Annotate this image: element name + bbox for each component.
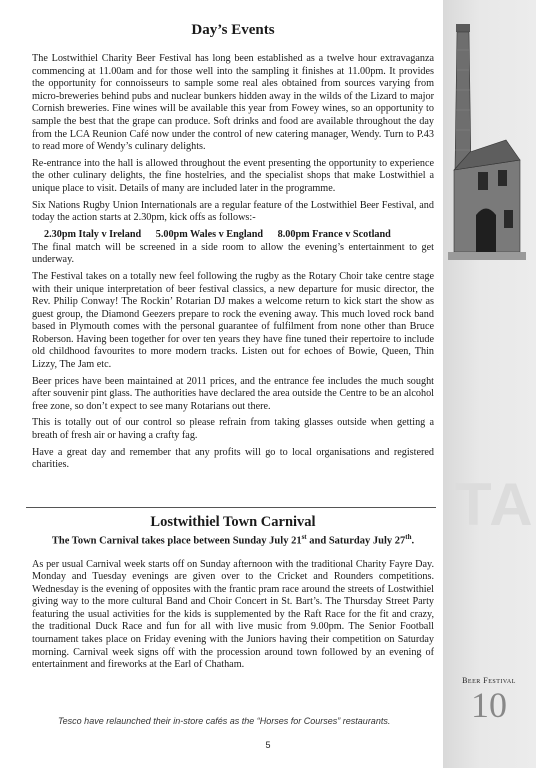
subhead-text: . <box>411 535 415 547</box>
paragraph: Have a great day and remember that any profits will go to local organisations and registered charities. <box>32 446 434 471</box>
section-title: Lostwithiel Town Carnival <box>150 514 316 530</box>
badge-number: 10 <box>471 685 507 725</box>
paragraph: As per usual Carnival week starts off on Sunday afternoon with the traditional Charity Fayre Day. Monday and Tuesday evenings are given over to the Cricket and Rounders competitions. Wednesday is the evening of opposites with the frantic pram race around the streets of Lostwithiel giving way to the more cultural Band and Choir Concert in St. Bart’s. The Thursday Street Party featuring the usual activities for the kids is supplemented by the Raft Race for the fit and crazy, the traditional Duck Race and fun for all with live music from 9.00pm. The Senior Football tournament takes place on Friday evening with the Juniors having their competition on Saturday morning. Carnival week signs off with the procession around town followed by an evening of entertainment and fireworks at the Earl of Chatham. <box>32 558 434 671</box>
upper-window <box>498 170 507 186</box>
subhead-text: The Town Carnival takes place between Sunday July 21 <box>51 535 302 547</box>
paragraph: Re-entrance into the hall is allowed throughout the event presenting the opportunity to experience the other culinary delights, the fine hostelries, and the specialist shops that make Lostwithiel a unique place to visit. Details of many are included later in the programme. <box>32 157 434 194</box>
fixture: 8.00pm France v Scotland <box>277 228 391 240</box>
paragraph: The Lostwithiel Charity Beer Festival has long been established as a twelve hour extravaganza commencing at 11.00am and for those well into the sampling it finishes at 11.00pm. It provides the opportunity for connoisseurs to sample some real ales obtained from sources varying from micro-breweries behind pubs and nuclear bunkers hidden away in the wilds of the Lizard to major Cornish breweries. Fine wines will be available this year from Fowey wines, so an opportunity to sample the best that the grape can produce. Soft drinks and food are available throughout the day from the LCA Reunion Café now under the control of new catering manager, Wendy. Turn to P.43 to read more of Wendy’s culinary delights. <box>32 53 434 153</box>
footer-note: Tesco have relaunched their in-store cafés as the “Horses for Courses” restaurants. <box>58 716 391 726</box>
subhead-text: and Saturday July 27 <box>306 535 406 547</box>
carnival-dates <box>32 533 434 547</box>
page-number: 5 <box>265 740 271 750</box>
ground <box>448 252 526 260</box>
days-events-section <box>32 22 434 476</box>
section-title: Day’s Events <box>191 22 275 38</box>
chimney-cap <box>456 24 470 32</box>
beer-festival-badge <box>448 676 530 723</box>
fixture: 2.30pm Italy v Ireland <box>44 228 142 240</box>
paragraph: The Festival takes on a totally new feel following the rugby as the Rotary Choir take centre stage with their unique interpretation of beer festival classics, a new departure for music director, the Rev. Philip Conway! The Rockin’ Rotarian DJ makes a welcome return to kick start the show as guest group, the Diamond Geezers prepare to rock the evening away. This much loved rock band based in Plymouth comes with the personal guarantee of fulfilment from none other than Bruce Roberson. Having been together for over ten years they have fine tuned their repertoire to include old childhood favourites to more modern tracks. Listen out for echoes of Bowie, Queen, Thin Lizzy, The Jam etc. <box>32 270 434 371</box>
paragraph: Six Nations Rugby Union Internationals are a regular feature of the Lostwithiel Beer Festival, and today the action starts at 2.30pm, kick offs as follows:- <box>32 199 434 224</box>
badge-label: Beer Festival <box>462 676 516 685</box>
chimney-stack <box>455 32 471 170</box>
fixture: 5.00pm Wales v England <box>155 228 264 240</box>
rugby-fixtures <box>32 229 434 240</box>
arched-door <box>476 209 496 253</box>
carnival-section <box>32 514 434 676</box>
paragraph: The final match will be screened in a side room to allow the evening’s entertainment to get underway. <box>32 241 434 266</box>
ordinal: th <box>405 533 412 541</box>
paragraph: Beer prices have been maintained at 2011 prices, and the entrance fee includes the much sought after souvenir pint glass. The authorities have declared the area outside the Centre to be an alcohol free zone, so don’t expect to see many Rotarians out there. <box>32 375 434 412</box>
upper-window <box>478 172 488 190</box>
lower-window <box>504 210 513 228</box>
sidebar-watermark: TA <box>455 471 535 538</box>
section-divider <box>26 507 436 508</box>
ordinal: st <box>301 533 307 541</box>
paragraph: This is totally out of our control so please refrain from taking glasses outside when getting a breath of fresh air or having a crafty fag. <box>32 417 434 442</box>
engine-house-illustration <box>448 20 526 260</box>
